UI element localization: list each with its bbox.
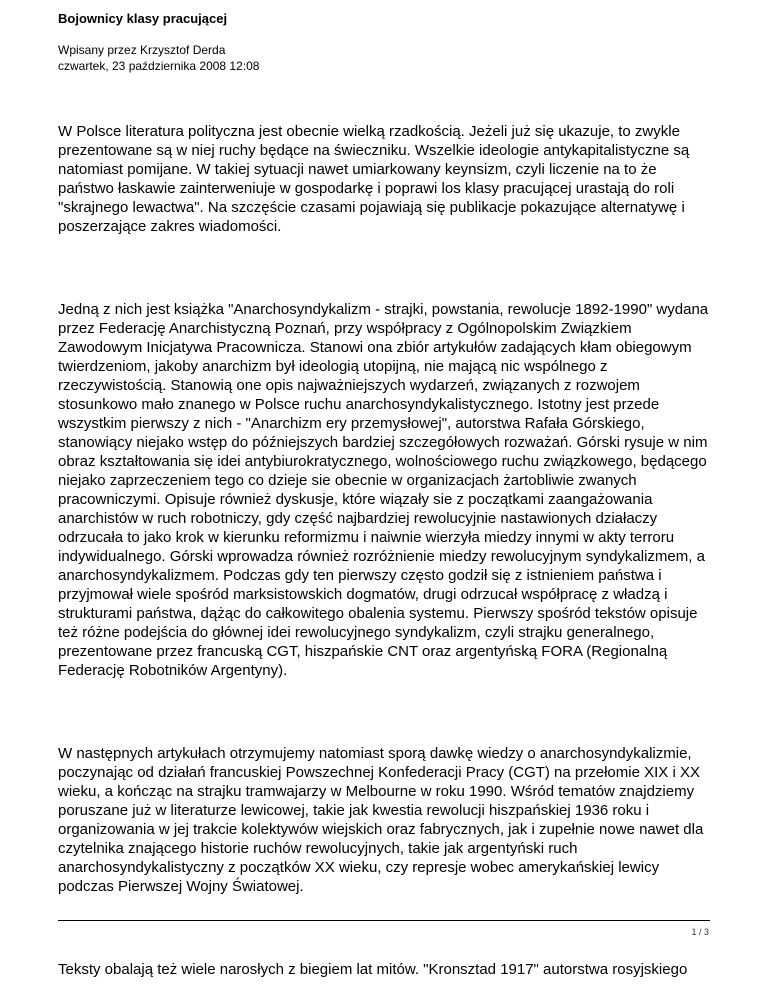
- article-meta: [58, 42, 259, 74]
- article-paragraph-1: W Polsce literatura polityczna jest obecnie wielką rzadkością. Jeżeli już się ukazuje, to zwykle prezentowane są w niej ruchy będące na świeczniku. Wszelkie ideologie antykapitalistyczne są natomiast pomijane. W takiej sytuacji nawet umiarkowany keynsizm, czyli liczenie na to że państwo łaskawie zainterweniuje w gospodarkę i poprawi los klasy pracującej urastają do roli "skrajnego lewactwa". Na szczęście czasami pojawiają się publikacje pokazujące alternatywę i poszerzające zakres wiadomości.: [58, 123, 690, 235]
- article-body: [58, 122, 714, 979]
- article-paragraph-2: Jedną z nich jest książka "Anarchosyndykalizm - strajki, powstania, rewolucje 1892-1990" wydana przez Federację Anarchistyczną Poznań, przy współpracy z Ogólnopolskim Związkiem Zawodowym Inicjatywa Pracownicza. Stanowi ona zbiór artykułów zadających kłam obiegowym twierdzeniom, jakoby anarchizm był ideologią utopijną, nie mającą nic wspólnego z rzeczywistością. Stanowią one opis najważniejszych wydarzeń, związanych z rozwojem stosunkowo mało znanego w Polsce ruchu anarchosyndykalistycznego. Istotny jest przede wszystkim pierwszy z nich - "Anarchizm ery przemysłowej", autorstwa Rafała Górskiego, stanowiący niejako wstęp do późniejszych bardziej szczegółowych rozważań. Górski rysuje w nim obraz kształtowania się idei antybiurokratycznego, wolnościowego ruchu związkowego, będącego niejako zaprzeczeniem tego co dzieje sie obecnie w organizacjach żartobliwie zwanych pracowniczymi. Opisuje również dyskusje, które wiązały sie z początkami zaangażowania anarchistów w ruch robotniczy, gdy część najbardziej rewolucyjnie nastawionych działaczy odrzucała to jako krok w kierunku reformizmu i naiwnie wierzyła miedzy innymi w akty terroru indywidualnego. Górski wprowadza również rozróżnienie miedzy rewolucyjnym syndykalizmem, a anarchosyndykalizmem. Podczas gdy ten pierwszy często godził się z istnieniem państwa i przyjmował wiele spośród marksistowskich dogmatów, drugi odrzucał współpracę z władzą i strukturami państwa, dążąc do całkowitego obalenia systemu. Pierwszy spośród tekstów opisuje też różne podejścia do głównej idei rewolucyjnego syndykalizm, czyli strajku generalnego, prezentowane przez francuską CGT, hiszpańskie CNT oraz argentyńską FORA (Regionalną Federację Robotników Argentyny).: [58, 301, 709, 679]
- author-line: Wpisany przez Krzysztof Derda: [58, 43, 226, 57]
- page-number: 1 / 3: [691, 927, 709, 937]
- date-line: czwartek, 23 października 2008 12:08: [58, 59, 260, 73]
- article-paragraph-4: Teksty obalają też wiele narosłych z biegiem lat mitów. "Kronsztad 1917" autorstwa rosyjskiego: [58, 961, 688, 978]
- page-title: Bojownicy klasy pracującej: [58, 11, 228, 26]
- footer-divider: [58, 920, 710, 921]
- article-paragraph-3: W następnych artykułach otrzymujemy natomiast sporą dawkę wiedzy o anarchosyndykalizmie, poczynając od działań francuskiej Powszechnej Konfederacji Pracy (CGT) na przełomie XIX i XX wieku, a kończąc na strajku tramwajarzy w Melbourne w roku 1990. Wśród tematów znajdziemy poruszane już w literaturze lewicowej, takie jak kwestia rewolucji hiszpańskiej 1936 roku i organizowania w jej trakcie kolektywów wiejskich oraz fabrycznych, jak i zupełnie nowe nawet dla czytelnika znającego historie ruchów rewolucyjnych, takie jak argentyński ruch anarchosyndykalistyczny z początków XX wieku, czy represje wobec amerykańskiej lewicy podczas Pierwszej Wojny Światowej.: [58, 745, 704, 895]
